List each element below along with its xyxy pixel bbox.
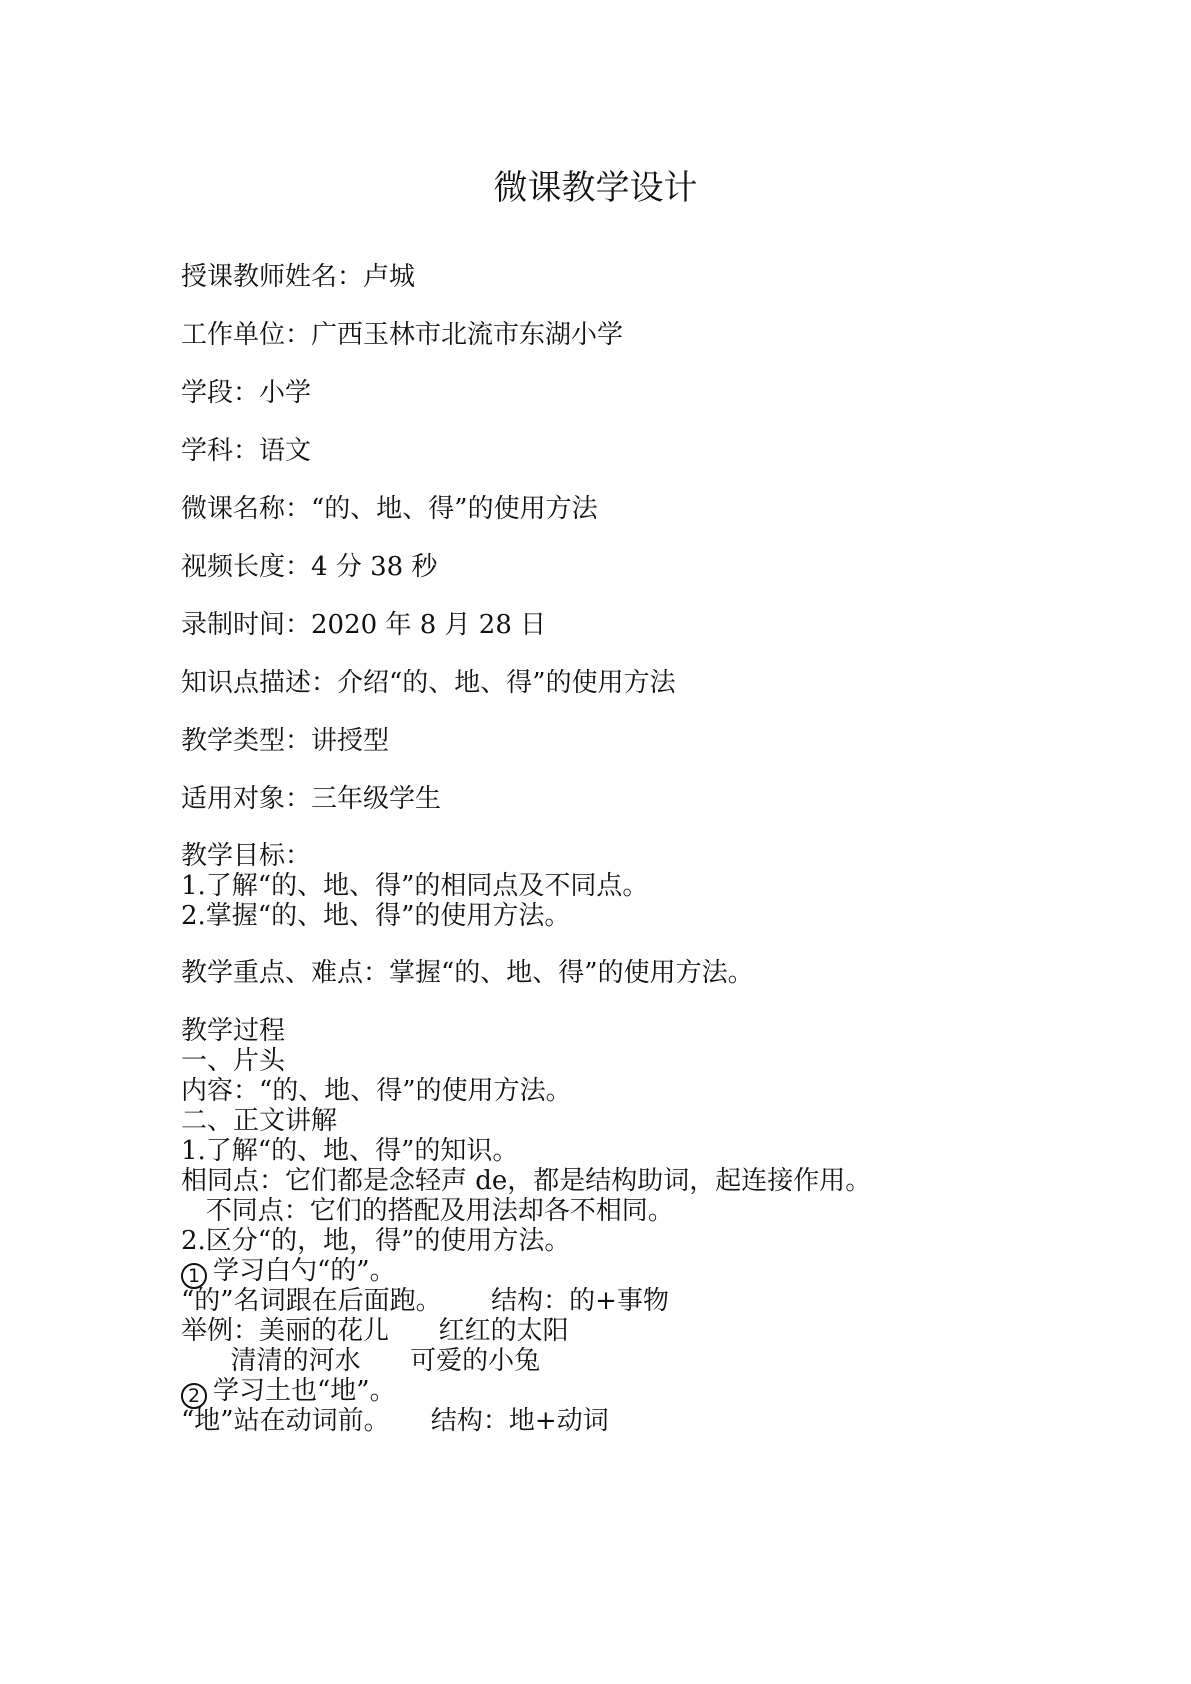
document-title: 微课教学设计 [493,168,698,208]
process-heading: 教学过程 [181,1016,286,1046]
subject-line [181,436,311,466]
audience-line [181,784,441,814]
subsection-text: 学习白勺“的”。 [213,1256,396,1286]
field-value: 卢城 [363,262,416,292]
process-line: 相同点：它们都是念轻声 de，都是结构助词，起连接作用。 [181,1166,872,1196]
field-value: 介绍“的、地、得”的使用方法 [337,668,676,698]
circled-number-2: 2 [181,1383,207,1409]
subsection-1-line [181,1256,396,1289]
teaching-type-line [181,726,389,756]
field-label: 教学类型： [181,726,312,756]
subsection-text: 学习土也“地”。 [213,1376,396,1406]
field-label: 知识点描述： [181,668,338,698]
field-value: 2020 年 8 月 28 日 [311,610,547,640]
field-value: 讲授型 [311,726,390,756]
field-label: 录制时间： [181,610,312,640]
field-value: 广西玉林市北流市东湖小学 [311,320,624,350]
process-line: 内容：“的、地、得”的使用方法。 [181,1076,572,1106]
process-line: 二、正文讲解 [181,1106,338,1136]
school-stage-line [181,378,311,408]
record-date-line [181,610,546,640]
lesson-name-line [181,494,598,524]
field-label: 学科： [181,436,260,466]
field-label: 适用对象： [181,784,312,814]
objectives-heading: 教学目标： [181,841,312,871]
field-label: 学段： [181,378,260,408]
objective-item: 2.掌握“的、地、得”的使用方法。 [181,901,571,931]
rule-line: “地”站在动词前。 结构：地+动词 [181,1406,609,1436]
field-value: 语文 [259,436,312,466]
process-line: 不同点：它们的搭配及用法却各不相同。 [181,1196,674,1226]
knowledge-point-line [181,668,676,698]
field-label: 微课名称： [181,494,312,524]
field-label: 授课教师姓名： [181,262,364,292]
key-points-line: 教学重点、难点：掌握“的、地、得”的使用方法。 [181,958,754,988]
teacher-name-line [181,262,415,292]
objective-item: 1.了解“的、地、得”的相同点及不同点。 [181,871,649,901]
field-value: 小学 [259,378,312,408]
process-line: 1.了解“的、地、得”的知识。 [181,1136,519,1166]
subsection-2-line [181,1376,396,1409]
process-line: 2.区分“的，地，得”的使用方法。 [181,1226,571,1256]
field-label: 视频长度： [181,552,312,582]
example-line: 清清的河水 可爱的小兔 [181,1346,541,1376]
field-value: 4 分 38 秒 [311,552,438,582]
process-line: 一、片头 [181,1046,286,1076]
field-value: “的、地、得”的使用方法 [311,494,598,524]
field-label: 工作单位： [181,320,312,350]
work-unit-line [181,320,623,350]
circled-number-1: 1 [181,1263,207,1289]
example-line: 举例：美丽的花儿 红红的太阳 [181,1316,569,1346]
video-length-line [181,552,437,582]
rule-line: “的”名词跟在后面跑。 结构：的+事物 [181,1286,669,1316]
field-value: 三年级学生 [311,784,442,814]
